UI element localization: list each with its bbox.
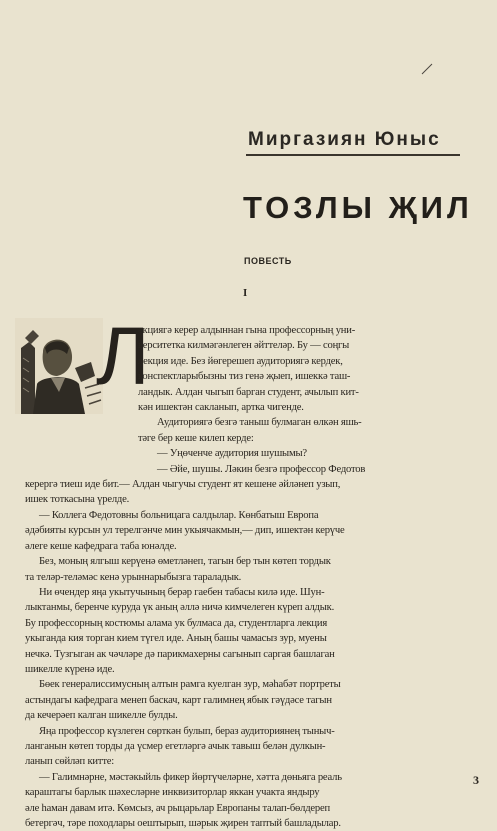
text-line: Ни өчендер яңа укытучының берәр гаебен табасы килә иде. Шун- bbox=[39, 586, 325, 598]
text-line: астындагы кафедрага менеп баскач, карт галимнең ябык гәүдәсе тагын bbox=[25, 694, 332, 706]
text-line: әле һаман давам итә. Көмсыз, ач рыцарьлар Европаны талап-бөлдереп bbox=[25, 802, 330, 814]
text-line: — Әйе, шушы. Ләкин безгә профессор Федотов bbox=[157, 463, 366, 475]
author-underline bbox=[246, 154, 460, 156]
text-line: шикелле күренә иде. bbox=[25, 663, 115, 675]
text-line: керергә тиеш иде бит.— Алдан чыгучы студент ят кешене әйләнеп узып, bbox=[25, 479, 341, 491]
text-line: ланып сөйләп китте: bbox=[25, 756, 114, 768]
text-line: тәге бер кеше килеп керде: bbox=[138, 432, 254, 444]
genre-label: ПОВЕСТЬ bbox=[244, 256, 292, 266]
text-line: конспектларыбызны тиз генә җыеп, ишеккә таш- bbox=[138, 371, 351, 383]
text-line: — Галимнәрне, мәстәкыйль фикер йөртүчеләрне, хәтта дөньяга реаль bbox=[39, 771, 342, 783]
text-line: укыганда кия торган кием түгел иде. Аның башы чамасыз зур, муены bbox=[25, 633, 327, 645]
text-line: верситетка килмәгәнлеген әйттеләр. Бу — соңгы bbox=[138, 340, 350, 352]
text-line: Яңа профессор күзлеген сөрткән булып, бераз аудиториянең тыныч- bbox=[39, 725, 335, 737]
text-line: екциягә керер алдыннан гына профессорның уни- bbox=[138, 325, 356, 336]
text-line: ландык. Алдан чыгып барган студент, ачылып кит- bbox=[138, 386, 359, 398]
story-text bbox=[25, 323, 473, 831]
page-number: 3 bbox=[473, 773, 479, 787]
text-line: лекция иде. Без йөгерешеп аудиториягә кердек, bbox=[138, 355, 343, 367]
pencil-stroke-icon bbox=[420, 62, 434, 76]
text-line: кән ишектән сакланып, артка чигенде. bbox=[138, 402, 304, 414]
text-line: лыктанмы, беренче куруда үк аның әллә ничә кимчелеген күреп алдык. bbox=[25, 602, 335, 614]
text-line: Аудиториягә безгә таныш булмаган өлкән яшь- bbox=[157, 417, 362, 429]
text-line: да кечерәеп калган шикелле булды. bbox=[25, 710, 178, 722]
text-line: әлеге кеше кафедрага таба юнәлде. bbox=[25, 540, 177, 552]
text-line: әдәбияты курсын ул терелгәнче мин укыячакмын,— дип, ишектән керүче bbox=[25, 525, 345, 537]
text-line: бетергәч, тәре походлары оештырып, шәрык җирен таптый башладылар. bbox=[25, 818, 341, 829]
text-line: нечкә. Тузгыган ак чәчләре дә парикмахерны сагынып саргая башлаган bbox=[25, 648, 335, 660]
text-line: Без, моның ялгыш керүенә өметләнеп, тагын бер тын көтеп тордык bbox=[39, 556, 331, 568]
story-title: ТОЗЛЫ ҖИЛ bbox=[243, 190, 473, 225]
text-line: Бу профессорның костюмы алама ук булмаса да, студентларга лекция bbox=[25, 617, 328, 629]
text-line: та теләр-теләмәс кенә урыннарыбызга тараладык. bbox=[25, 571, 242, 583]
text-line: — Уңөченче аудитория шушымы? bbox=[157, 448, 307, 460]
text-line: — Коллега Федотовны больницага салдылар. Көнбатыш Европа bbox=[39, 509, 319, 521]
text-line: ланганын көтеп торды да үсмер егетләргә ачык тавыш белән дулкын- bbox=[25, 740, 326, 752]
text-line: ишек тоткасына үрелде. bbox=[25, 494, 130, 506]
chapter-number: I bbox=[243, 287, 248, 299]
author-name: Миргазиян Юныс bbox=[248, 129, 441, 150]
text-line: караштагы барлык шәхесләрне инквизиторлар яккан учакта яндыру bbox=[25, 787, 320, 799]
text-line: Бөек генералиссимусның алтын рамга куелган зур, мәһабәт портреты bbox=[39, 679, 341, 691]
drop-cap: Л bbox=[96, 311, 150, 402]
